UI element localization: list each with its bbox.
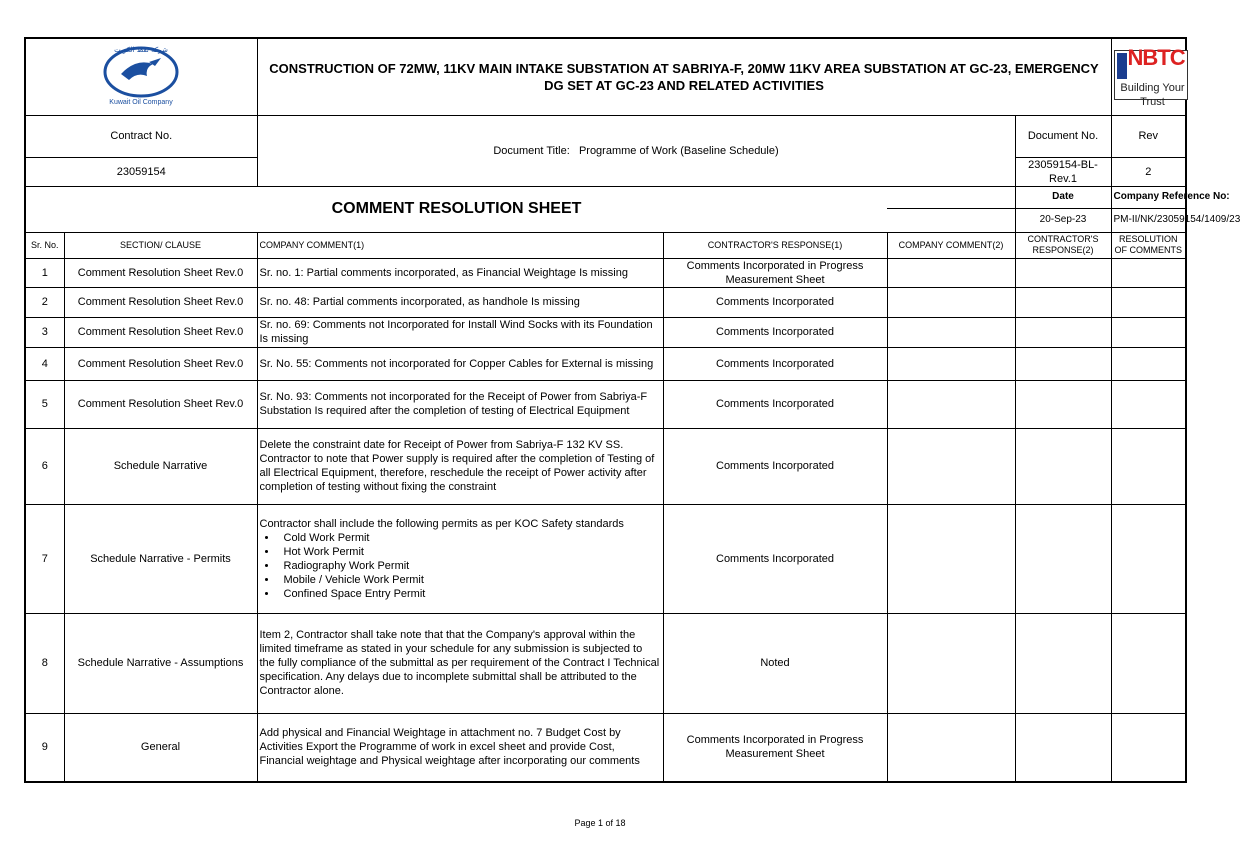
row-comment: Add physical and Financial Weightage in attachment no. 7 Budget Cost by Activities Export the Programme of work in excel sheet and provide Cost, Financial weightage and Physical weightage after incorporating our comments xyxy=(257,713,663,782)
company-ref-label: Company Reference No: xyxy=(1111,186,1186,208)
row-sr: 3 xyxy=(25,317,64,347)
row-resolution xyxy=(1111,613,1186,713)
row-contractor-response-2 xyxy=(1015,713,1111,782)
table-row xyxy=(25,317,1186,347)
row-contractor-response-2 xyxy=(1015,287,1111,317)
row-contractor-response-2 xyxy=(1015,347,1111,380)
row-contractor-response-2 xyxy=(1015,258,1111,287)
project-title: CONSTRUCTION OF 72MW, 11KV MAIN INTAKE SUBSTATION AT SABRIYA-F, 20MW 11KV AREA SUBSTATION AT GC-23, EMERGENCY DG SET AT GC-23 AND RELATED ACTIVITIES xyxy=(257,38,1111,115)
rev-value: 2 xyxy=(1111,157,1186,186)
row-comment: Item 2, Contractor shall take note that that the Company's approval within the limited timeframe as stated in your schedule for any submission is subjected to the fully compliance of the submittal as per requirement of the Contract I Technical specification. Any delays due to incomplete submittal shall be attributed to the Contractor alone. xyxy=(257,613,663,713)
row-response: Comments Incorporated xyxy=(663,428,887,504)
row-company-comment-2 xyxy=(887,287,1015,317)
contract-no-value: 23059154 xyxy=(25,157,257,186)
row-company-comment-2 xyxy=(887,380,1015,428)
table-row xyxy=(25,380,1186,428)
table-row xyxy=(25,613,1186,713)
row-comment: Sr. No. 55: Comments not incorporated for Copper Cables for External is missing xyxy=(257,347,663,380)
row-sr: 9 xyxy=(25,713,64,782)
koc-english-text: Kuwait Oil Company xyxy=(109,98,173,106)
row-comment: Delete the constraint date for Receipt of Power from Sabriya-F 132 KV SS. Contractor to note that Power supply is required after the completion of Testing of all Electrical Equipment, therefore, reschedule the receipt of Power activity after completion of testing without fixing the constraint xyxy=(257,428,663,504)
row-contractor-response-2 xyxy=(1015,317,1111,347)
row-resolution xyxy=(1111,287,1186,317)
nbtc-logo-tagline: Building Your Trust xyxy=(1120,81,1185,108)
row-contractor-response-2 xyxy=(1015,504,1111,613)
row-sr: 5 xyxy=(25,380,64,428)
row-response: Noted xyxy=(663,613,887,713)
rev-label: Rev xyxy=(1111,115,1186,157)
table-row xyxy=(25,347,1186,380)
koc-logo-cell xyxy=(25,38,257,115)
koc-logo xyxy=(91,40,191,110)
contract-no-label: Contract No. xyxy=(25,115,257,157)
row-section: Comment Resolution Sheet Rev.0 xyxy=(64,258,257,287)
document-title-value: Programme of Work (Baseline Schedule) xyxy=(578,144,779,157)
row-comment: Sr. no. 48: Partial comments incorporated, as handhole Is missing xyxy=(257,287,663,317)
document-no-value: 23059154-BL-Rev.1 xyxy=(1015,157,1111,186)
row-section: Comment Resolution Sheet Rev.0 xyxy=(64,347,257,380)
row-response: Comments Incorporated xyxy=(663,287,887,317)
row-company-comment-2 xyxy=(887,258,1015,287)
col-company-comment-1: COMPANY COMMENT(1) xyxy=(257,232,663,258)
row-resolution xyxy=(1111,504,1186,613)
row-resolution xyxy=(1111,428,1186,504)
col-sr: Sr. No. xyxy=(25,232,64,258)
nbtc-logo-word: NBTC xyxy=(1127,44,1185,70)
table-row xyxy=(25,428,1186,504)
row-company-comment-2 xyxy=(887,613,1015,713)
col-resolution: RESOLUTION OF COMMENTS xyxy=(1111,232,1186,258)
col-section: SECTION/ CLAUSE xyxy=(64,232,257,258)
row-comment: Sr. No. 93: Comments not incorporated for the Receipt of Power from Sabriya-F Substation Is required after the completion of testing of Electrical Equipment xyxy=(257,380,663,428)
row-company-comment-2 xyxy=(887,428,1015,504)
row-comment: Sr. no. 1: Partial comments incorporated, as Financial Weightage Is missing xyxy=(257,258,663,287)
document-title-label: Document Title: xyxy=(493,144,570,157)
col-contractor-response-2: CONTRACTOR'S RESPONSE(2) xyxy=(1015,232,1111,258)
row-resolution xyxy=(1111,347,1186,380)
row-section: Schedule Narrative xyxy=(64,428,257,504)
row-company-comment-2 xyxy=(887,317,1015,347)
row-resolution xyxy=(1111,258,1186,287)
nbtc-logo-cell xyxy=(1111,38,1186,115)
company-ref-value: PM-II/NK/23059154/1409/23 xyxy=(1111,208,1186,232)
row-resolution xyxy=(1111,317,1186,347)
nbtc-logo-bar xyxy=(1117,53,1127,79)
koc-arabic-text: شركة نفط الكويت xyxy=(114,45,169,54)
row-sr: 6 xyxy=(25,428,64,504)
row-section: Comment Resolution Sheet Rev.0 xyxy=(64,380,257,428)
sheet-title: COMMENT RESOLUTION SHEET xyxy=(25,186,887,232)
row-resolution xyxy=(1111,380,1186,428)
row-contractor-response-2 xyxy=(1015,428,1111,504)
document-no-label: Document No. xyxy=(1015,115,1111,157)
row-resolution xyxy=(1111,713,1186,782)
row-company-comment-2 xyxy=(887,504,1015,613)
row-company-comment-2 xyxy=(887,347,1015,380)
row-section: General xyxy=(64,713,257,782)
row-response: Comments Incorporated in Progress Measurement Sheet xyxy=(663,258,887,287)
list-item: • Cold Work Permit xyxy=(278,531,661,545)
row-contractor-response-2 xyxy=(1015,613,1111,713)
row-response: Comments Incorporated xyxy=(663,347,887,380)
table-row xyxy=(25,504,1186,613)
row-comment: Sr. no. 69: Comments not Incorporated for Install Wind Socks with its Foundation Is missing xyxy=(257,317,663,347)
permits-list xyxy=(260,531,661,601)
page-number: Page 1 of 18 xyxy=(574,818,626,828)
row-sr: 1 xyxy=(25,258,64,287)
date-value: 20-Sep-23 xyxy=(1015,208,1111,232)
list-item: • Hot Work Permit xyxy=(278,545,661,559)
col-company-comment-2: COMPANY COMMENT(2) xyxy=(887,232,1015,258)
row-comment xyxy=(257,504,663,613)
list-item: • Confined Space Entry Permit xyxy=(278,587,661,601)
col-contractor-response-1: CONTRACTOR'S RESPONSE(1) xyxy=(663,232,887,258)
permits-intro: Contractor shall include the following permits as per KOC Safety standards xyxy=(259,517,624,530)
row-contractor-response-2 xyxy=(1015,380,1111,428)
row-sr: 4 xyxy=(25,347,64,380)
row-company-comment-2 xyxy=(887,713,1015,782)
date-label: Date xyxy=(1015,186,1111,208)
comment-resolution-sheet xyxy=(24,37,1240,783)
row-response: Comments Incorporated xyxy=(663,380,887,428)
row-section: Comment Resolution Sheet Rev.0 xyxy=(64,317,257,347)
list-item: • Mobile / Vehicle Work Permit xyxy=(278,573,661,587)
table-row xyxy=(25,258,1186,287)
row-response: Comments Incorporated xyxy=(663,317,887,347)
table-row xyxy=(25,287,1186,317)
row-section: Schedule Narrative - Permits xyxy=(64,504,257,613)
nbtc-logo xyxy=(1114,44,1188,108)
row-sr: 2 xyxy=(25,287,64,317)
table-row xyxy=(25,713,1186,782)
row-section: Comment Resolution Sheet Rev.0 xyxy=(64,287,257,317)
row-response: Comments Incorporated in Progress Measurement Sheet xyxy=(663,713,887,782)
row-response: Comments Incorporated xyxy=(663,504,887,613)
row-sr: 8 xyxy=(25,613,64,713)
list-item: • Radiography Work Permit xyxy=(278,559,661,573)
row-section: Schedule Narrative - Assumptions xyxy=(64,613,257,713)
row-sr: 7 xyxy=(25,504,64,613)
document-title xyxy=(257,115,1015,186)
sheet-table xyxy=(24,37,1240,783)
